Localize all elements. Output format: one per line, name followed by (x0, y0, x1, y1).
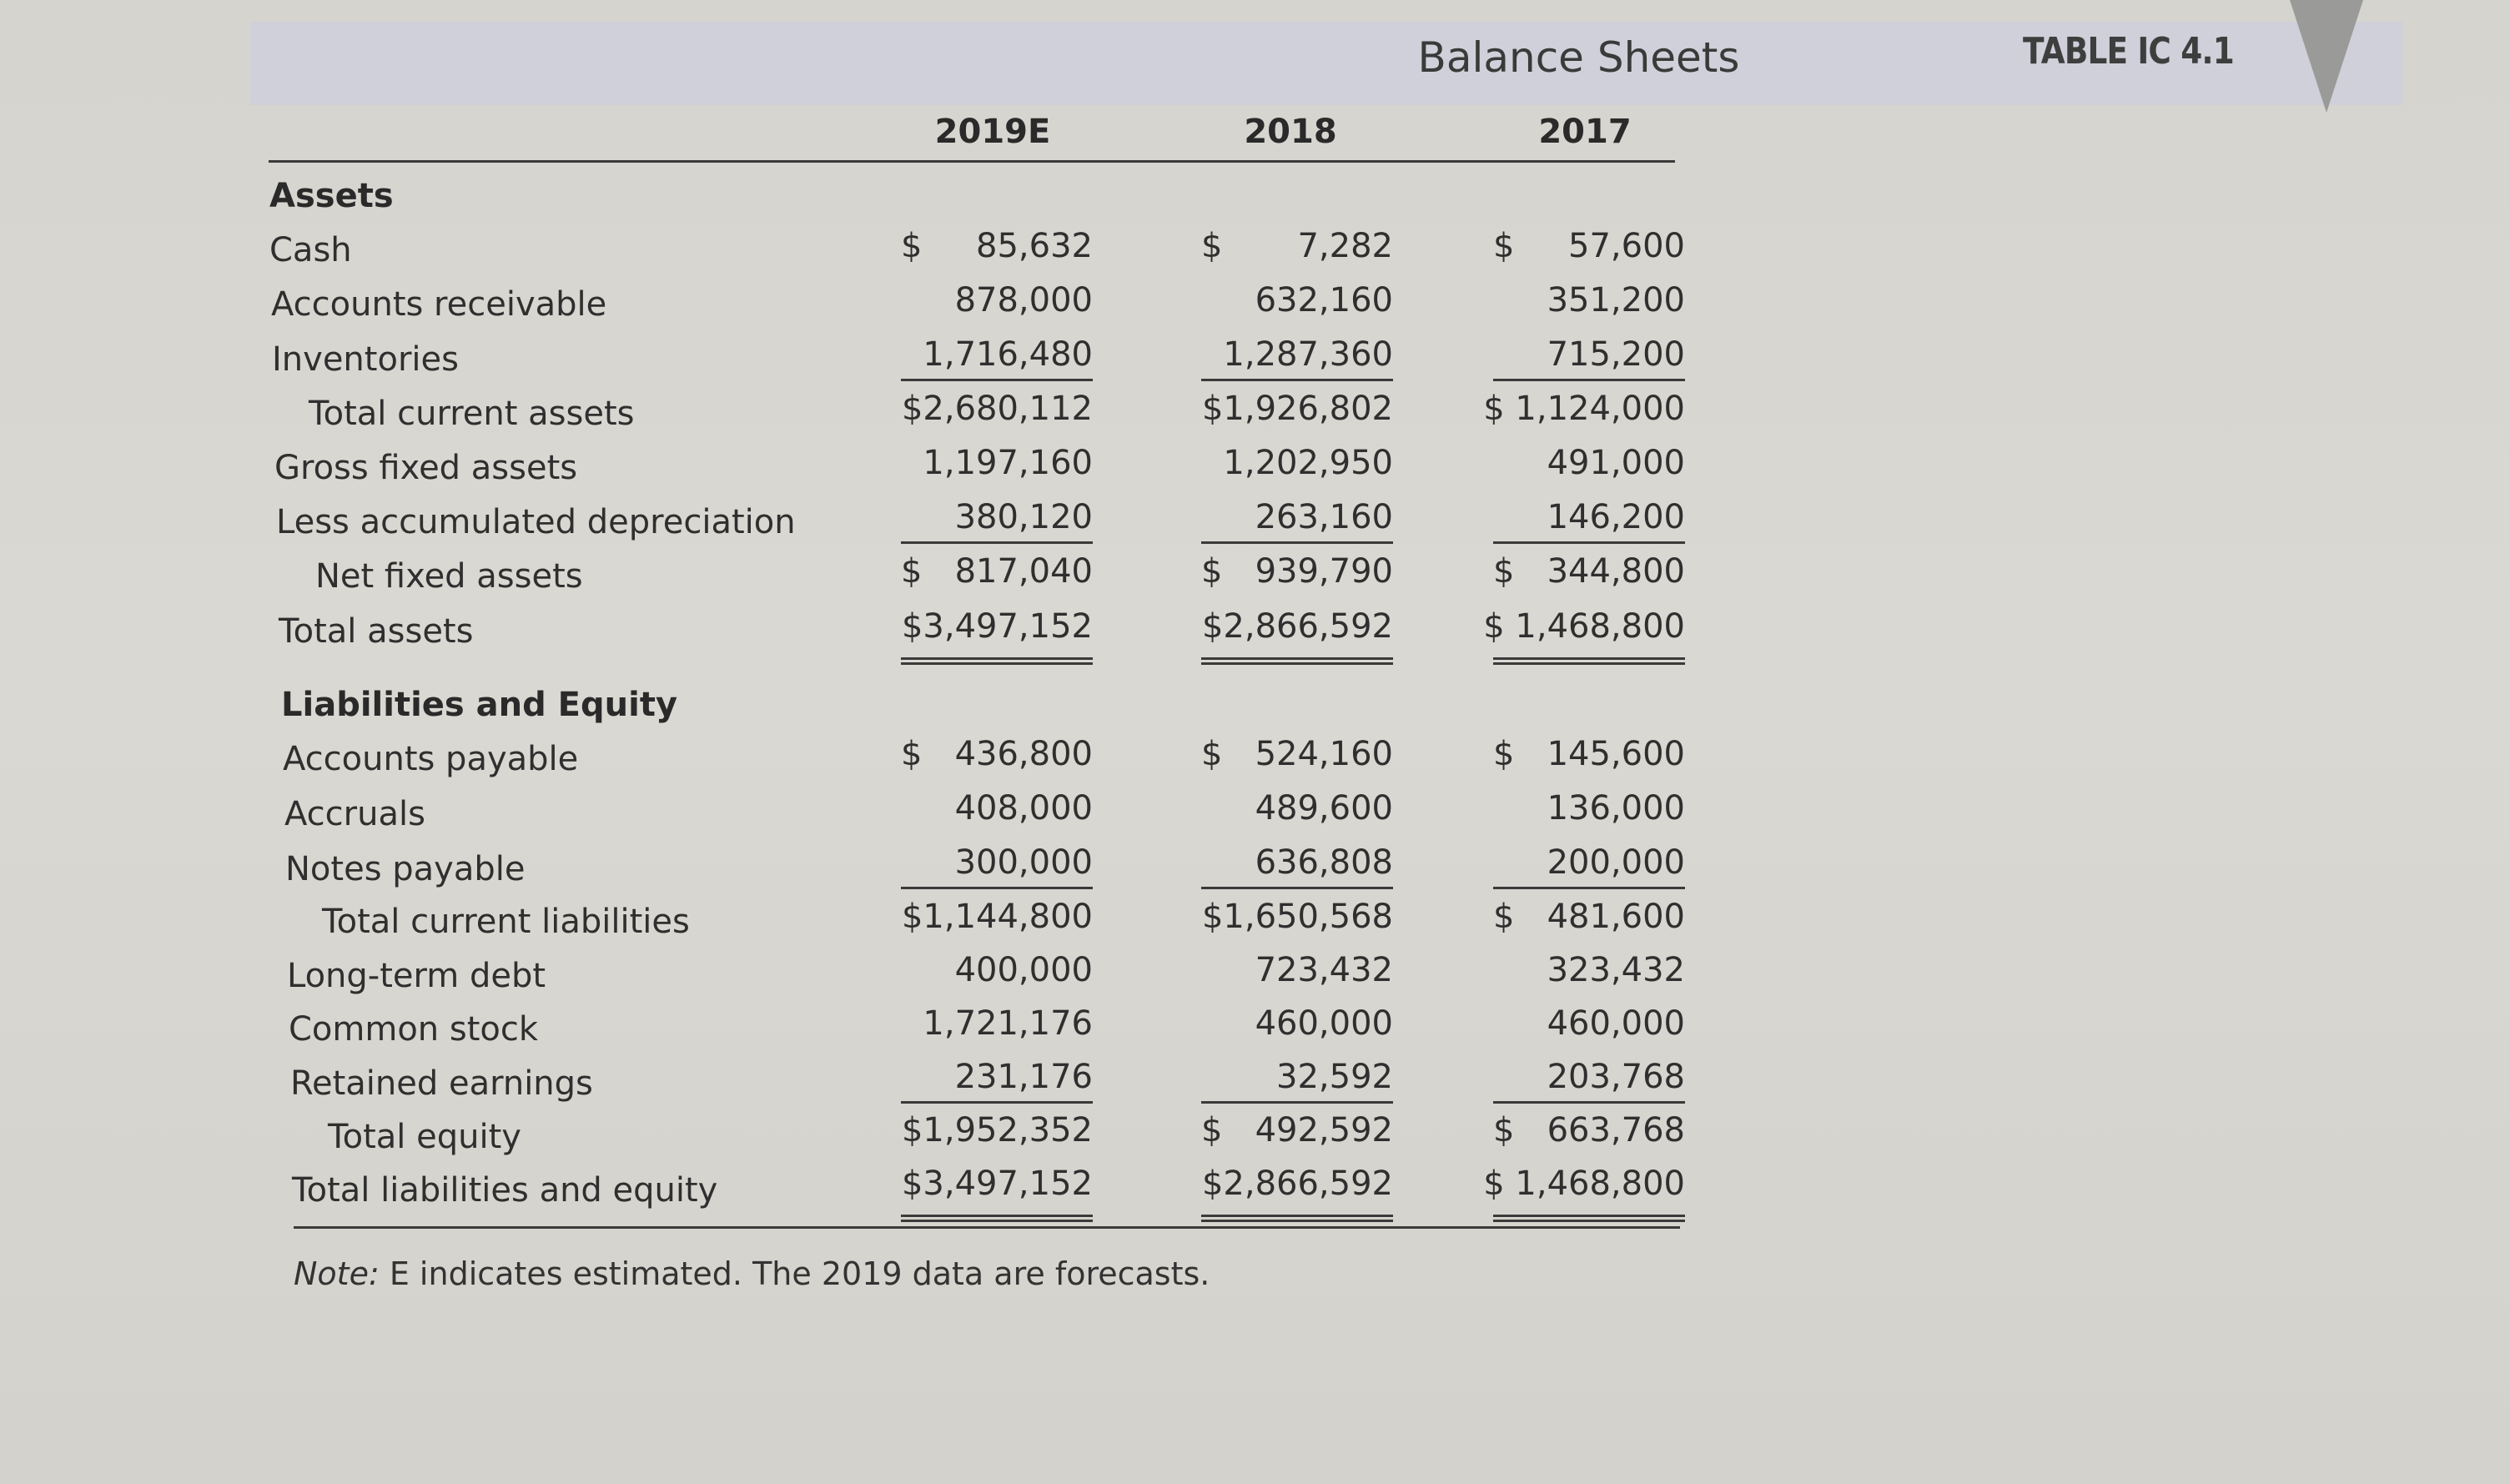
amount: 400,000 (954, 951, 1093, 989)
row-label: Common stock (289, 1010, 539, 1049)
amount: 203,768 (1547, 1058, 1685, 1096)
column-header-2018: 2018 (1244, 113, 1337, 151)
value-cell-2017 (1493, 227, 1685, 270)
amount: 323,432 (1547, 951, 1685, 989)
value-cell-2018 (1201, 1058, 1393, 1104)
value-cell-2019e (901, 1004, 1093, 1048)
dollar-sign: $ (1201, 227, 1223, 265)
value-cell-2019e (901, 335, 1093, 381)
amount: 460,000 (1547, 1004, 1685, 1043)
dollar-sign: $ (1201, 552, 1223, 591)
row-label: Total assets (279, 612, 474, 651)
value-cell-2018 (1201, 444, 1393, 487)
value-cell-2019e (901, 1058, 1093, 1104)
value-cell-2018 (1201, 281, 1393, 324)
row-label: Long-term debt (287, 957, 546, 995)
amount: $ 1,124,000 (1483, 390, 1685, 428)
dollar-sign: $ (1493, 735, 1515, 773)
assets-section-title: Assets (269, 177, 394, 215)
row-label: Accounts payable (283, 740, 579, 778)
footer-rule (294, 1226, 1680, 1229)
amount: 231,176 (954, 1058, 1093, 1096)
value-cell-2017 (1493, 951, 1685, 994)
value-cell-2018 (1201, 1165, 1393, 1208)
row-label: Retained earnings (290, 1064, 593, 1103)
value-cell-2017 (1493, 335, 1685, 381)
value-cell-2018 (1201, 390, 1393, 433)
value-cell-2019e (901, 951, 1093, 994)
amount: 1,202,950 (1223, 444, 1393, 482)
amount: 939,790 (1255, 552, 1393, 591)
value-cell-2017 (1493, 444, 1685, 487)
value-cell-2018 (1201, 789, 1393, 833)
dollar-sign: $ (1493, 227, 1515, 265)
amount: 408,000 (954, 789, 1093, 828)
row-label: Total current assets (309, 395, 635, 433)
amount: 524,160 (1255, 735, 1393, 773)
amount: 663,768 (1547, 1111, 1685, 1149)
amount: $ 1,468,800 (1483, 1165, 1685, 1203)
amount: 489,600 (1255, 789, 1393, 828)
amount: 351,200 (1547, 281, 1685, 319)
value-cell-2017 (1493, 498, 1685, 544)
amount: 32,592 (1276, 1058, 1393, 1096)
value-cell-2019e (901, 1111, 1093, 1155)
row-label: Total equity (328, 1118, 521, 1156)
amount: 636,808 (1255, 843, 1393, 882)
dollar-sign: $ (1201, 735, 1223, 773)
value-cell-2017 (1493, 789, 1685, 833)
value-cell-2017 (1493, 735, 1685, 778)
value-cell-2019e (901, 390, 1093, 433)
amount: 380,120 (954, 498, 1093, 536)
amount: 85,632 (976, 227, 1093, 265)
value-cell-2019e (901, 552, 1093, 596)
value-cell-2019e (901, 444, 1093, 487)
row-label: Less accumulated depreciation (276, 503, 796, 541)
amount: 146,200 (1547, 498, 1685, 536)
dollar-sign: $ (901, 735, 923, 773)
note-text: E indicates estimated. The 2019 data are forecasts. (379, 1255, 1210, 1292)
column-header-2019e: 2019E (934, 113, 1051, 151)
value-cell-2019e (901, 281, 1093, 324)
row-label: Accruals (284, 795, 425, 833)
amount: $ 1,468,800 (1483, 607, 1685, 646)
amount: 344,800 (1547, 552, 1685, 591)
corner-triangle-marker (2290, 0, 2363, 113)
row-label: Net fixed assets (315, 557, 583, 596)
amount: 460,000 (1255, 1004, 1393, 1043)
value-cell-2018 (1201, 498, 1393, 544)
amount: 878,000 (954, 281, 1093, 319)
amount: $1,926,802 (1201, 390, 1393, 428)
value-cell-2018 (1201, 552, 1393, 596)
value-cell-2018 (1201, 898, 1393, 941)
value-cell-2017 (1493, 1111, 1685, 1155)
amount: 723,432 (1255, 951, 1393, 989)
value-cell-2019e (901, 498, 1093, 544)
amount: 492,592 (1255, 1111, 1393, 1149)
value-cell-2017 (1493, 843, 1685, 889)
liabilities-section-title: Liabilities and Equity (281, 686, 678, 724)
value-cell-2018 (1201, 735, 1393, 778)
value-cell-2018 (1201, 951, 1393, 994)
dollar-sign: $ (1493, 552, 1515, 591)
amount: 136,000 (1547, 789, 1685, 828)
value-cell-2017 (1493, 281, 1685, 324)
row-label: Gross fixed assets (274, 449, 578, 487)
amount: $1,952,352 (901, 1111, 1093, 1149)
amount: $2,866,592 (1201, 607, 1393, 646)
value-cell-2017 (1483, 1165, 1685, 1208)
amount: 300,000 (954, 843, 1093, 882)
value-cell-2019e (901, 227, 1093, 270)
row-label: Total current liabilities (322, 903, 690, 941)
value-cell-2019e (901, 735, 1093, 778)
dollar-sign: $ (1493, 1111, 1515, 1149)
value-cell-2017 (1483, 390, 1685, 433)
amount: 436,800 (954, 735, 1093, 773)
table-caption: Balance Sheets (1417, 33, 1740, 82)
amount: 817,040 (954, 552, 1093, 591)
amount: 1,197,160 (923, 444, 1093, 482)
dollar-sign: $ (1493, 898, 1515, 936)
amount: 57,600 (1568, 227, 1685, 265)
dollar-sign: $ (1201, 1111, 1223, 1149)
value-cell-2019e (901, 843, 1093, 889)
value-cell-2017 (1493, 552, 1685, 596)
value-cell-2018 (1201, 335, 1393, 381)
amount: $2,680,112 (901, 390, 1093, 428)
row-label: Accounts receivable (271, 285, 607, 324)
row-label: Total liabilities and equity (292, 1171, 718, 1210)
value-cell-2018 (1201, 1111, 1393, 1155)
amount: 1,716,480 (923, 335, 1093, 374)
value-cell-2017 (1493, 1058, 1685, 1104)
amount: $1,144,800 (901, 898, 1093, 936)
amount: $3,497,152 (901, 1165, 1093, 1203)
value-cell-2018 (1201, 227, 1393, 270)
amount: $1,650,568 (1201, 898, 1393, 936)
amount: 7,282 (1297, 227, 1393, 265)
amount: 1,721,176 (923, 1004, 1093, 1043)
amount: 632,160 (1255, 281, 1393, 319)
value-cell-2019e (901, 898, 1093, 941)
amount: 491,000 (1547, 444, 1685, 482)
amount: 715,200 (1547, 335, 1685, 374)
row-label: Cash (269, 231, 352, 269)
amount: 263,160 (1255, 498, 1393, 536)
amount: $3,497,152 (901, 607, 1093, 646)
value-cell-2017 (1493, 1004, 1685, 1048)
column-header-2017: 2017 (1538, 113, 1632, 151)
value-cell-2019e (901, 1165, 1093, 1208)
amount: 200,000 (1547, 843, 1685, 882)
row-label: Inventories (272, 340, 459, 379)
header-rule (269, 160, 1675, 163)
amount: 481,600 (1547, 898, 1685, 936)
footnote (294, 1255, 1210, 1292)
value-cell-2017 (1493, 898, 1685, 941)
value-cell-2018 (1201, 607, 1393, 651)
value-cell-2019e (901, 607, 1093, 651)
note-prefix: Note: (294, 1255, 380, 1292)
value-cell-2019e (901, 789, 1093, 833)
row-label: Notes payable (285, 850, 526, 888)
dollar-sign: $ (901, 227, 923, 265)
dollar-sign: $ (901, 552, 923, 591)
value-cell-2017 (1483, 607, 1685, 651)
amount: 1,287,360 (1223, 335, 1393, 374)
amount: 145,600 (1547, 735, 1685, 773)
value-cell-2018 (1201, 1004, 1393, 1048)
amount: $2,866,592 (1201, 1165, 1393, 1203)
value-cell-2018 (1201, 843, 1393, 889)
table-number-label: TABLE IC 4.1 (2023, 30, 2234, 73)
